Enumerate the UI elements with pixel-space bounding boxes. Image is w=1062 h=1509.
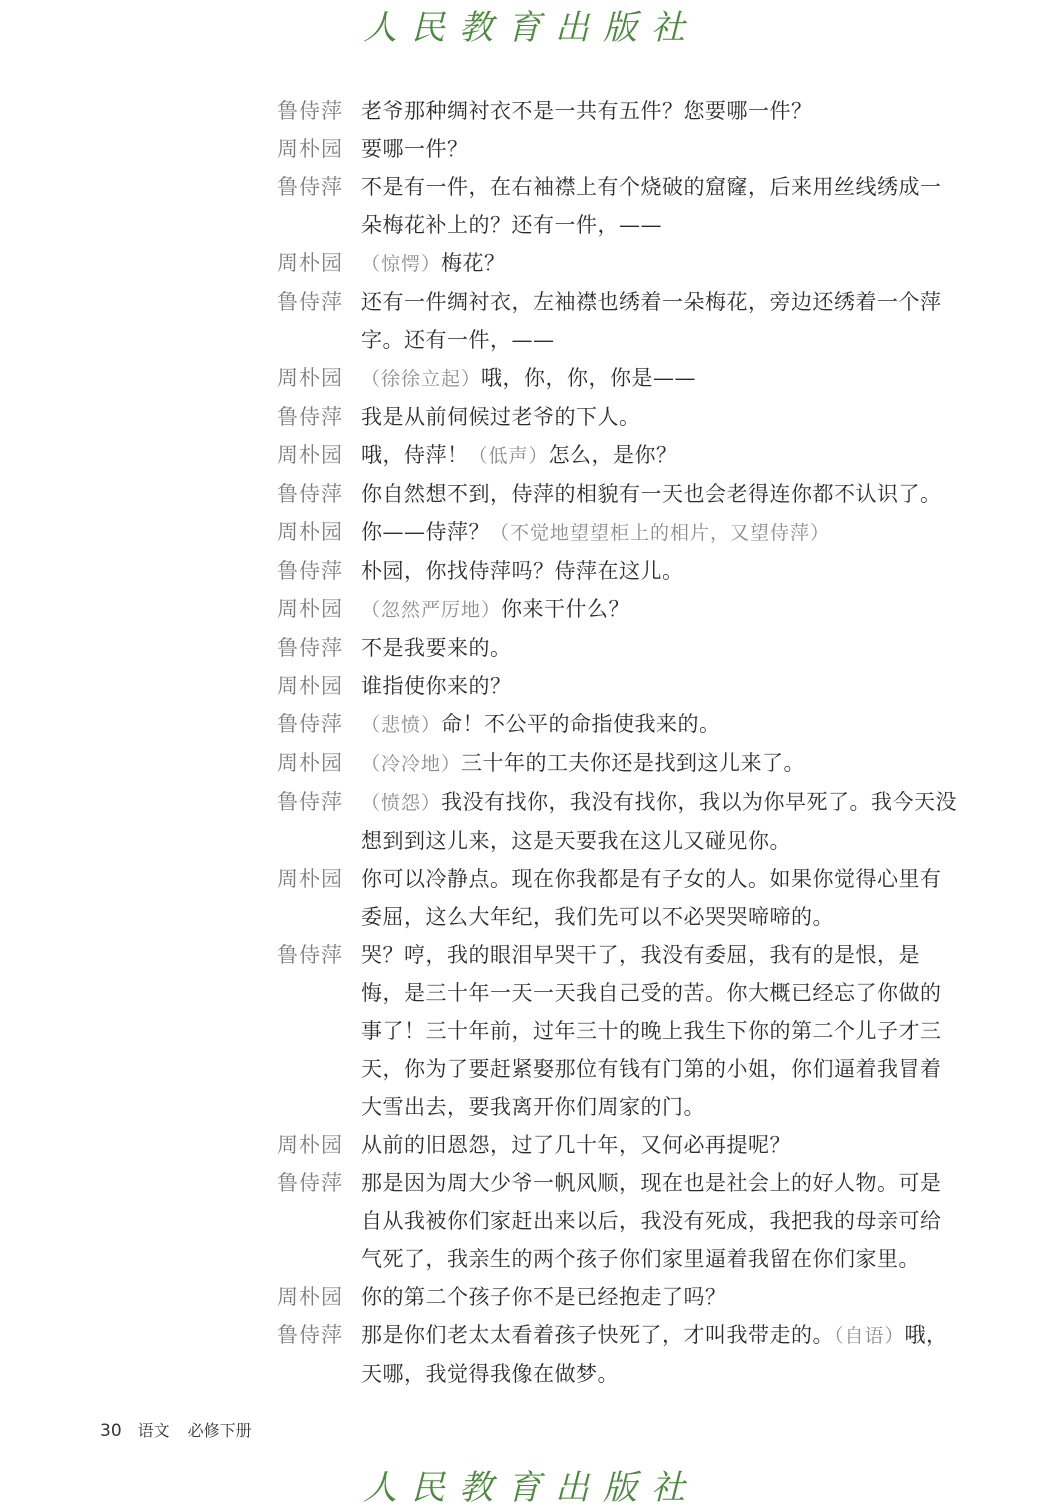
speech-segment: 朴园，你找侍萍吗？侍萍在这儿。 xyxy=(361,559,684,583)
speech-segment: 我是从前伺候过老爷的下人。 xyxy=(361,405,641,429)
speech-segment: 命！不公平的命指使我来的。 xyxy=(441,712,721,736)
speech-text xyxy=(361,283,957,359)
speech-segment: 谁指使你来的？ xyxy=(361,674,512,698)
dialog-line xyxy=(277,1164,957,1278)
speech-text xyxy=(361,783,957,860)
dialog-line xyxy=(277,92,957,130)
volume-label: 必修下册 xyxy=(187,1421,252,1440)
stage-direction: （冷冷地） xyxy=(361,753,462,775)
speaker-name: 鲁侍萍 xyxy=(277,482,343,506)
speech-segment: 你——侍萍？ xyxy=(361,520,490,544)
speaker-name: 周朴园 xyxy=(277,1285,343,1309)
dialog-line xyxy=(277,436,957,475)
dialog-line xyxy=(277,475,957,513)
speaker-name: 周朴园 xyxy=(277,597,343,621)
speech-segment: 哭？哼，我的眼泪早哭干了，我没有委屈，我有的是恨，是悔，是三十年一天一天我自己受的苦。你大概已经忘了你做的事了！三十年前，过年三十的晚上我生下你的第二个儿子才三天，你为了要赶紧娶那位有钱有门第的小姐，你们逼着我冒着大雪出去，要我离开你们周家的门。 xyxy=(361,943,942,1119)
speech-segment: 我没有找你，我没有找你，我以为你早死了。我今天没想到到这儿来，这是天要我在这儿又碰见你。 xyxy=(361,790,958,853)
dialog-line xyxy=(277,936,957,1126)
speech-text xyxy=(361,92,957,130)
dialog-line xyxy=(277,705,957,744)
dialog-line xyxy=(277,744,957,783)
subject-label: 语文 xyxy=(137,1421,170,1440)
dialog-line xyxy=(277,629,957,667)
speech-text xyxy=(361,744,957,783)
speech-segment: 从前的旧恩怨，过了几十年，又何必再提呢？ xyxy=(361,1133,791,1157)
speaker-name: 鲁侍萍 xyxy=(277,559,343,583)
dialog-line xyxy=(277,359,957,398)
speech-text xyxy=(361,1278,957,1316)
speaker-name: 周朴园 xyxy=(277,1133,343,1157)
speech-segment: 老爷那种绸衬衣不是一共有五件？您要哪一件？ xyxy=(361,99,813,123)
speaker-name: 周朴园 xyxy=(277,751,343,775)
dialog-line xyxy=(277,398,957,436)
speech-segment: 不是有一件，在右袖襟上有个烧破的窟窿，后来用丝线绣成一朵梅花补上的？还有一件，—— xyxy=(361,175,942,237)
speaker-name: 鲁侍萍 xyxy=(277,405,343,429)
speech-segment: 三十年的工夫你还是找到这儿来了。 xyxy=(461,751,806,775)
speech-segment: 你的第二个孩子你不是已经抱走了吗？ xyxy=(361,1285,727,1309)
speech-text xyxy=(361,590,957,629)
dialog-line xyxy=(277,590,957,629)
speaker-name: 鲁侍萍 xyxy=(277,99,343,123)
speech-text xyxy=(361,475,957,513)
dialog-line xyxy=(277,130,957,168)
speech-segment: 那是因为周大少爷一帆风顺，现在也是社会上的好人物。可是自从我被你们家赶出来以后，我没有死成，我把我的母亲可给气死了，我亲生的两个孩子你们家里逼着我留在你们家里。 xyxy=(361,1171,942,1271)
speech-text xyxy=(361,513,957,552)
speech-segment: 哦，侍萍！ xyxy=(361,443,469,467)
speaker-name: 鲁侍萍 xyxy=(277,790,343,814)
page-number: 30 xyxy=(100,1421,122,1441)
speech-text xyxy=(361,130,957,168)
speech-text xyxy=(361,629,957,667)
speaker-name: 鲁侍萍 xyxy=(277,712,343,736)
speech-text xyxy=(361,168,957,244)
speech-text xyxy=(361,244,957,283)
speech-text xyxy=(361,1164,957,1278)
publisher-logo-footer: 人民教育出版社 xyxy=(363,1468,699,1508)
stage-direction: （悲愤） xyxy=(361,714,442,736)
stage-direction: （愤怨） xyxy=(361,792,442,814)
speaker-name: 鲁侍萍 xyxy=(277,943,343,967)
speech-segment: 哦，你，你，你是—— xyxy=(481,366,697,390)
speaker-name: 鲁侍萍 xyxy=(277,636,343,660)
stage-direction: （徐徐立起） xyxy=(361,368,482,390)
speech-segment: 你可以冷静点。现在你我都是有子女的人。如果你觉得心里有委屈，这么大年纪，我们先可以不必哭哭啼啼的。 xyxy=(361,867,942,929)
speech-segment: 哦，天哪，我觉得我像在做梦。 xyxy=(361,1323,948,1386)
dialog-line xyxy=(277,168,957,244)
page-footer xyxy=(100,1418,252,1441)
speech-text xyxy=(361,398,957,436)
dialog-line xyxy=(277,513,957,552)
speech-text xyxy=(361,1126,957,1164)
speaker-name: 周朴园 xyxy=(277,674,343,698)
speaker-name: 鲁侍萍 xyxy=(277,290,343,314)
dialog-line xyxy=(277,860,957,936)
dialog-line xyxy=(277,1278,957,1316)
speaker-name: 鲁侍萍 xyxy=(277,175,343,199)
speech-text xyxy=(361,359,957,398)
publisher-logo: 人民教育出版社 xyxy=(363,8,699,48)
speaker-name: 周朴园 xyxy=(277,137,343,161)
speech-segment: 还有一件绸衬衣，左袖襟也绣着一朵梅花，旁边还绣着一个萍字。还有一件，—— xyxy=(361,290,942,352)
speech-text xyxy=(361,552,957,590)
stage-direction: （自语） xyxy=(834,1325,905,1347)
speaker-name: 周朴园 xyxy=(277,443,343,467)
dialog-line xyxy=(277,783,957,860)
dialog-line xyxy=(277,552,957,590)
speech-segment: 不是我要来的。 xyxy=(361,636,512,660)
dialog-line xyxy=(277,283,957,359)
speaker-name: 周朴园 xyxy=(277,251,343,275)
dialog-line xyxy=(277,1316,957,1393)
speech-text xyxy=(361,936,957,1126)
speech-text xyxy=(361,860,957,936)
stage-direction: （低声） xyxy=(468,445,549,467)
speech-segment: 梅花？ xyxy=(441,251,506,275)
speech-segment: 你自然想不到，侍萍的相貌有一天也会老得连你都不认识了。 xyxy=(361,482,942,506)
dialog-line xyxy=(277,244,957,283)
speaker-name: 鲁侍萍 xyxy=(277,1323,343,1347)
stage-direction: （不觉地望望柜上的相片，又望侍萍） xyxy=(490,522,831,544)
speech-text xyxy=(361,436,957,475)
speech-text xyxy=(361,1316,957,1393)
speaker-name: 周朴园 xyxy=(277,366,343,390)
speech-segment: 怎么，是你？ xyxy=(548,443,678,467)
speech-text xyxy=(361,667,957,705)
stage-direction: （惊愕） xyxy=(361,253,442,275)
speech-text xyxy=(361,705,957,744)
speech-segment: 那是你们老太太看着孩子快死了，才叫我带走的。 xyxy=(361,1323,834,1347)
stage-direction: （忽然严厉地） xyxy=(361,599,502,621)
speaker-name: 周朴园 xyxy=(277,867,343,891)
dialog-line xyxy=(277,667,957,705)
speaker-name: 鲁侍萍 xyxy=(277,1171,343,1195)
speech-segment: 你来干什么？ xyxy=(501,597,631,621)
speech-segment: 要哪一件？ xyxy=(361,137,469,161)
dialog-line xyxy=(277,1126,957,1164)
speaker-name: 周朴园 xyxy=(277,520,343,544)
dialog-text xyxy=(277,92,957,1393)
